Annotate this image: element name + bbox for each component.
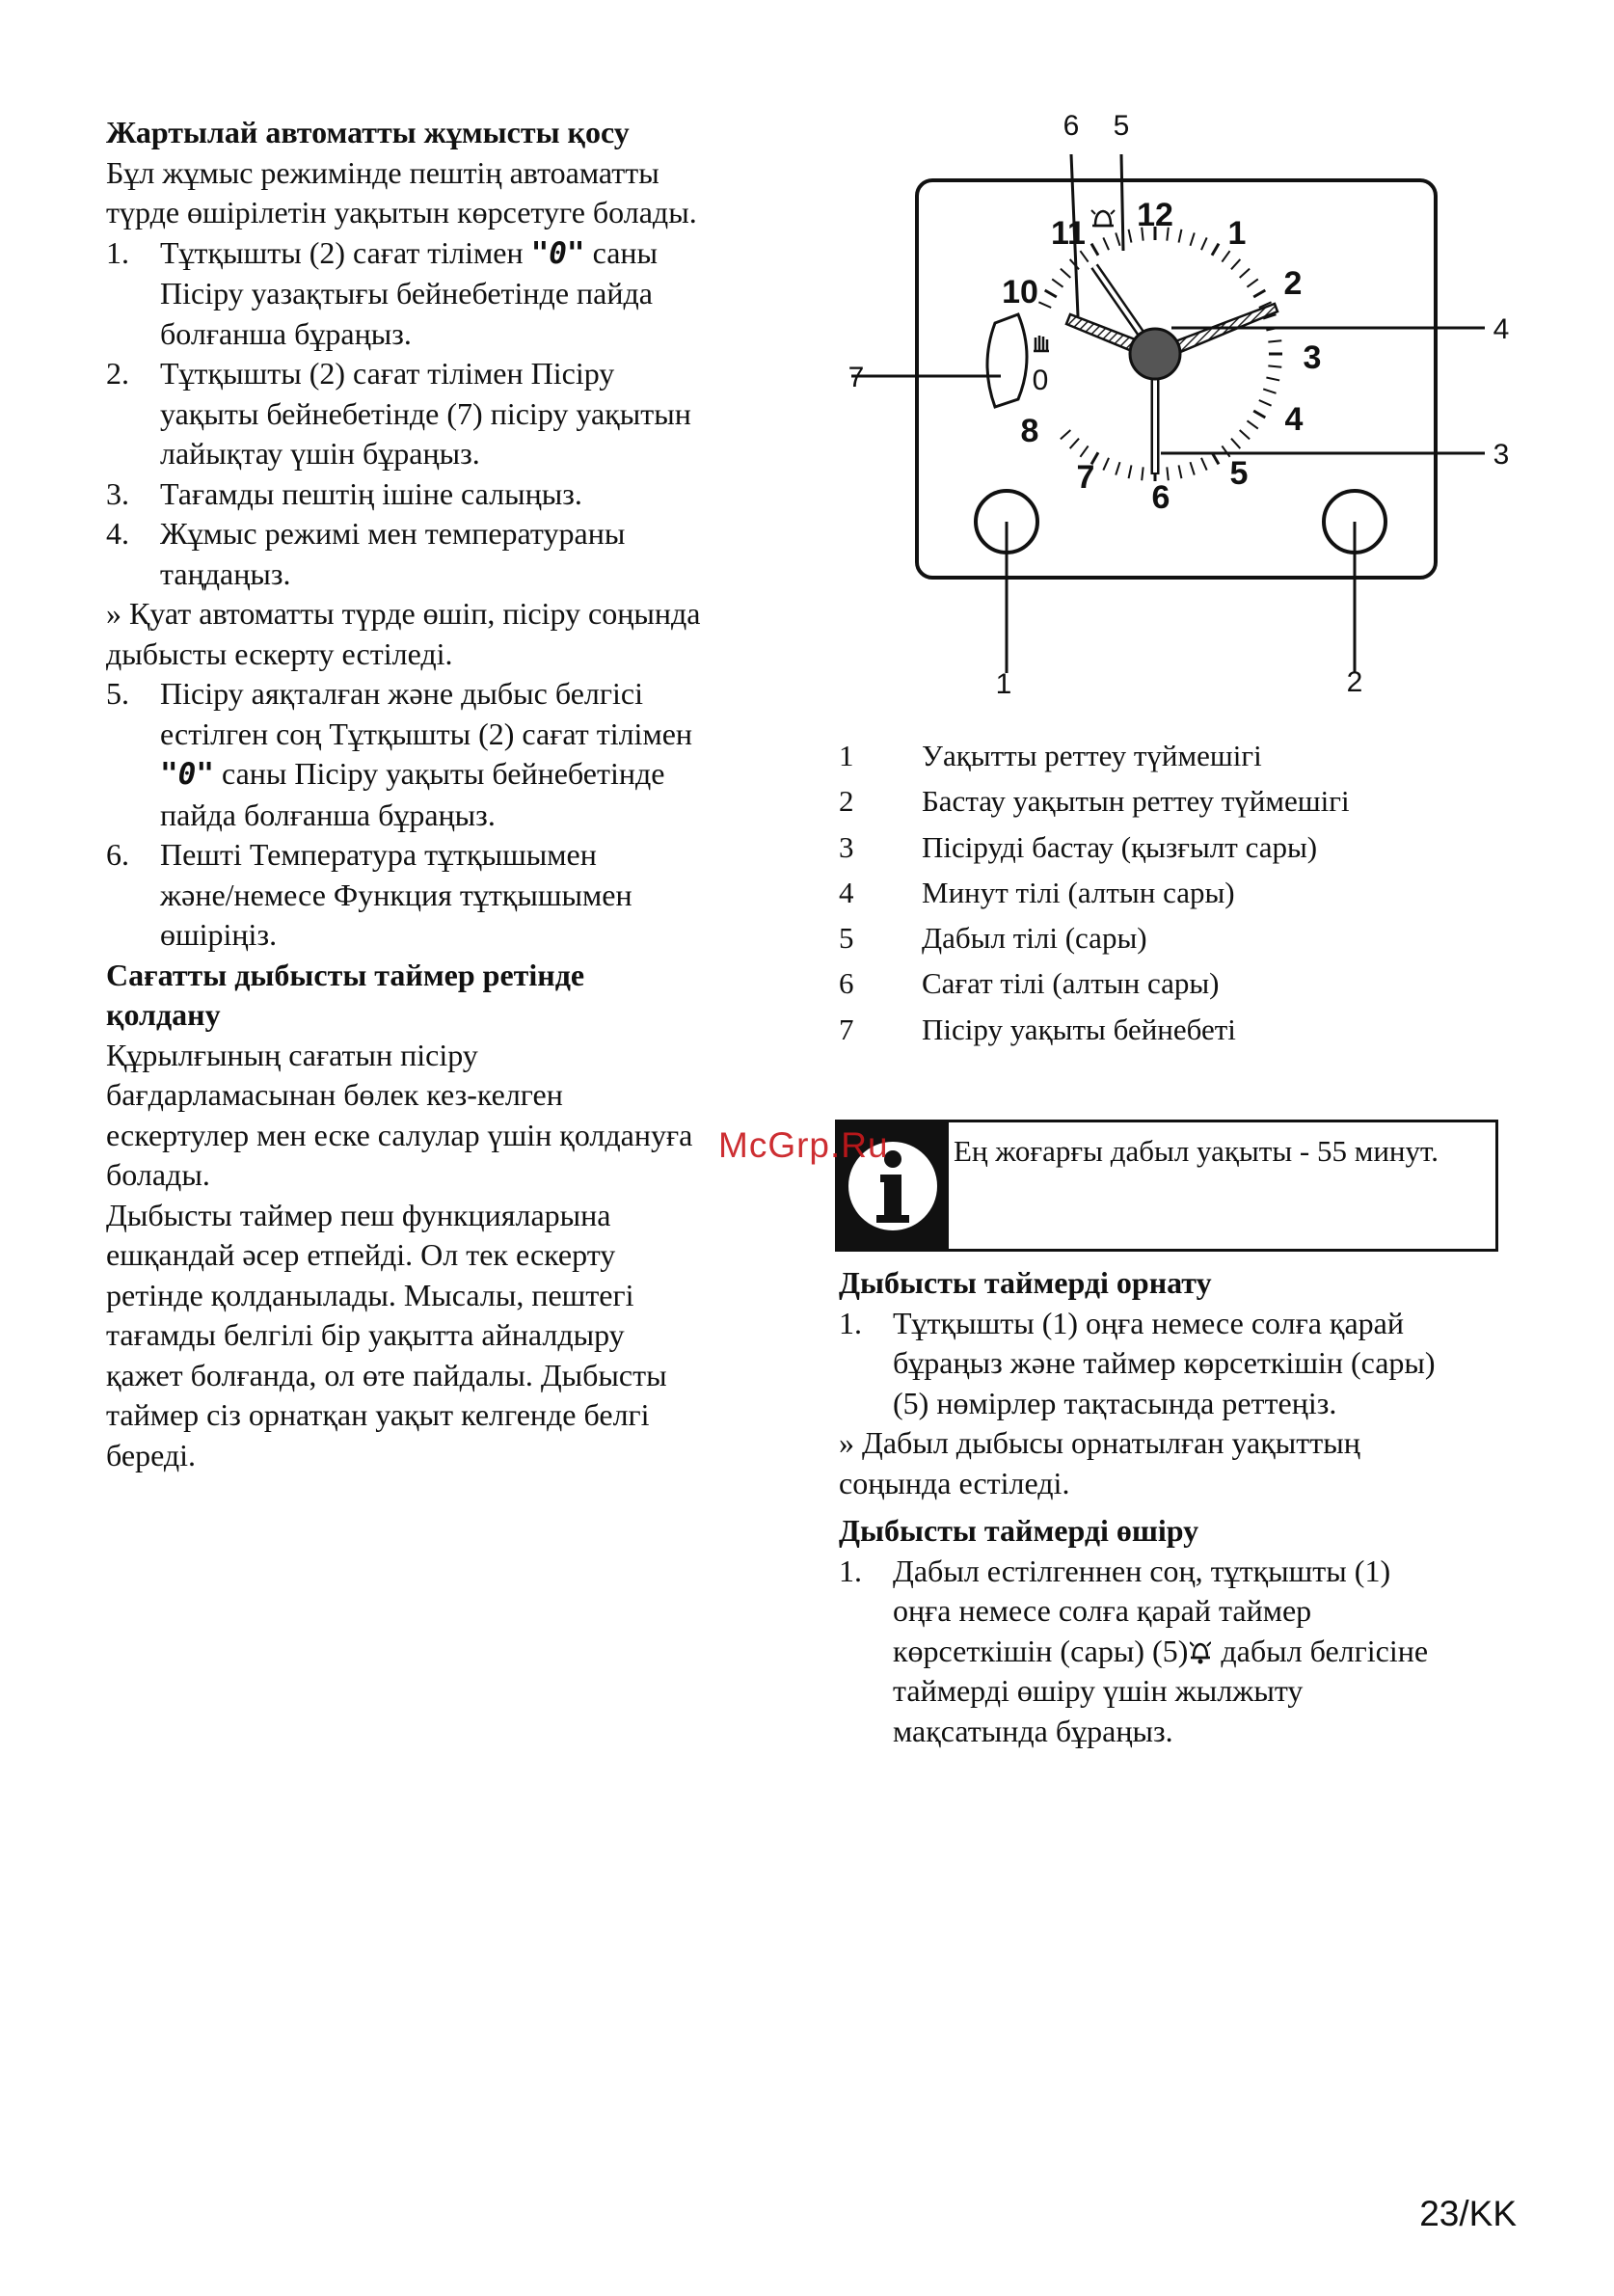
step-text: Тұтқышты (1) оңға немесе солға қарай bbox=[893, 1305, 1404, 1340]
dial-number-4: 4 bbox=[1284, 401, 1304, 438]
legend-row bbox=[839, 1007, 1533, 1052]
dial-tick bbox=[1268, 340, 1281, 341]
dial-tick bbox=[1045, 290, 1057, 297]
legend-text: Уақытты реттеу түймешігі bbox=[922, 739, 1262, 772]
dial-tick bbox=[1201, 458, 1207, 471]
heading-set-timer: Дыбысты таймерді орнату bbox=[839, 1265, 1212, 1300]
step-text: лайықтау үшін бұраңыз. bbox=[160, 436, 480, 471]
dial-number-7: 7 bbox=[1076, 459, 1095, 496]
dial-tick bbox=[1038, 302, 1051, 308]
dial-number-3: 3 bbox=[1303, 339, 1322, 376]
dial-tick bbox=[1263, 389, 1276, 392]
right-column bbox=[839, 1263, 1533, 1751]
legend-number: 3 bbox=[839, 829, 854, 864]
step-text: уақыты бейнебетінде (7) пісіру уақытын bbox=[160, 395, 691, 431]
step-text: өшіріңіз. bbox=[160, 917, 278, 952]
step-item bbox=[106, 233, 800, 355]
note-line: » Қуат автоматты түрде өшіп, пісіру соңында bbox=[106, 596, 701, 631]
dial-number-5: 5 bbox=[1229, 455, 1249, 492]
para-line: болады. bbox=[106, 1157, 210, 1192]
para-line: ешқандай әсер етпейді. Ол тек ескерту bbox=[106, 1237, 616, 1272]
legend-row bbox=[839, 824, 1533, 870]
zero-symbol: "0" bbox=[530, 235, 585, 271]
step-number: 1. bbox=[106, 234, 129, 270]
dial-tick bbox=[1240, 269, 1250, 278]
dial-tick bbox=[1247, 420, 1257, 428]
step-text: дабыл белгісіне bbox=[1213, 1633, 1429, 1668]
note-line: » Дабыл дыбысы орнатылған уақыттың bbox=[839, 1425, 1360, 1460]
legend-text: Минут тілі (алтын сары) bbox=[922, 875, 1235, 909]
dial-tick bbox=[1231, 259, 1240, 269]
dial-tick bbox=[1231, 439, 1240, 448]
dial-number-12: 12 bbox=[1137, 197, 1173, 233]
bell-icon bbox=[1190, 1640, 1211, 1665]
dial-tick bbox=[1240, 430, 1250, 439]
step-text: (5) нөмірлер тақтасында реттеңіз. bbox=[893, 1385, 1337, 1420]
dial-tick bbox=[1179, 465, 1182, 478]
dial-tick bbox=[1052, 279, 1063, 286]
dial-tick bbox=[1190, 462, 1194, 474]
legend-number: 5 bbox=[839, 921, 854, 956]
clock-diagram bbox=[829, 96, 1523, 714]
step-item bbox=[106, 474, 800, 515]
dial-tick bbox=[1091, 244, 1098, 256]
legend-row bbox=[839, 870, 1533, 915]
step-number: 3. bbox=[106, 475, 129, 511]
dial-tick bbox=[1268, 365, 1281, 366]
step-text: саны bbox=[584, 234, 659, 270]
cooking-time-window bbox=[987, 314, 1049, 407]
legend-row bbox=[839, 778, 1533, 824]
legend-text: Дабыл тілі (сары) bbox=[922, 921, 1147, 956]
step-number: 6. bbox=[106, 837, 129, 872]
dial-tick bbox=[1247, 279, 1257, 286]
dial-tick bbox=[1142, 467, 1143, 480]
callout-7: 7 bbox=[847, 362, 865, 393]
dial-number-10: 10 bbox=[1002, 274, 1038, 311]
step-item bbox=[839, 1304, 1533, 1424]
step-text: таңдаңыз. bbox=[160, 555, 291, 591]
dial-tick bbox=[1070, 439, 1079, 448]
step-item bbox=[106, 674, 800, 835]
para-line: бағдарламасынан бөлек кез-келген bbox=[106, 1077, 563, 1112]
dial-tick bbox=[1259, 400, 1272, 406]
callout-3: 3 bbox=[1493, 439, 1510, 471]
step-text: таймерді өшіру үшін жылжыту bbox=[893, 1673, 1304, 1708]
legend-number: 6 bbox=[839, 966, 854, 1001]
zero-symbol: "0" bbox=[160, 757, 214, 792]
step-text: Жұмыс режимі мен температураны bbox=[160, 516, 626, 551]
step-number: 1. bbox=[839, 1553, 862, 1588]
intro-line: түрде өшірілетін уақытын көрсетуге болады. bbox=[106, 195, 697, 230]
step-text: мақсатында бұраңыз. bbox=[893, 1713, 1173, 1748]
diagram-legend bbox=[839, 733, 1533, 1052]
dial-tick bbox=[1129, 465, 1132, 478]
dial-tick bbox=[1212, 244, 1219, 256]
step-item bbox=[106, 354, 800, 474]
dial-number-1: 1 bbox=[1227, 215, 1247, 252]
dial-tick bbox=[1116, 232, 1119, 245]
step-text: бұраңыз және таймер көрсеткішін (сары) bbox=[893, 1345, 1436, 1380]
legend-text: Бастау уақытын реттеу түймешігі bbox=[922, 784, 1350, 819]
step-number: 1. bbox=[839, 1305, 862, 1340]
intro-line: Бұл жұмыс режимінде пештің автоаматты bbox=[106, 154, 659, 190]
dial-tick bbox=[1190, 232, 1194, 245]
callout-2: 2 bbox=[1346, 666, 1363, 698]
callout-4: 4 bbox=[1493, 313, 1510, 345]
clock-hub bbox=[1130, 329, 1180, 379]
legend-row bbox=[839, 915, 1533, 960]
step-text: естілген соң Тұтқышты (2) сағат тілімен bbox=[160, 716, 693, 751]
dial-tick bbox=[1080, 446, 1088, 456]
dial-tick bbox=[1179, 230, 1182, 243]
para-line: ескертулер мен еске салулар үшін қолдануға bbox=[106, 1117, 693, 1152]
heading-turn-off-timer: Дыбысты таймерді өшіру bbox=[839, 1513, 1199, 1548]
legend-text: Пісіруді бастау (қызғылт сары) bbox=[922, 829, 1318, 864]
legend-number: 1 bbox=[839, 739, 854, 772]
callout-6: 6 bbox=[1063, 110, 1080, 142]
legend-row bbox=[839, 960, 1533, 1006]
legend-text: Пісіру уақыты бейнебеті bbox=[922, 1012, 1236, 1046]
callout-5: 5 bbox=[1113, 110, 1130, 142]
step-number: 2. bbox=[106, 356, 129, 391]
info-box bbox=[835, 1120, 1498, 1252]
legend-number: 7 bbox=[839, 1012, 854, 1046]
dial-tick bbox=[1080, 251, 1088, 261]
step-text: Пісіру аяқталған және дыбыс белгісі bbox=[160, 676, 643, 711]
legend-number: 2 bbox=[839, 784, 854, 819]
window-digit: 0 bbox=[1032, 365, 1049, 396]
para-line: ретінде қолданылады. Мысалы, пештегі bbox=[106, 1277, 634, 1312]
left-column bbox=[106, 113, 800, 1475]
dial-number-8: 8 bbox=[1020, 413, 1039, 449]
para-line: Құрылғының сағатын пісіру bbox=[106, 1037, 478, 1072]
dial-tick bbox=[1103, 237, 1109, 250]
step-text: Тұтқышты (2) сағат тілімен bbox=[160, 234, 524, 270]
dial-tick bbox=[1266, 378, 1279, 381]
dial-tick bbox=[1061, 430, 1070, 439]
note-line: соңында естіледі. bbox=[839, 1465, 1070, 1500]
dial-tick bbox=[1103, 458, 1109, 471]
info-text: Ең жоғарғы дабыл уақыты - 55 минут. bbox=[954, 1134, 1439, 1168]
legend-number: 4 bbox=[839, 875, 854, 909]
dial-number-6: 6 bbox=[1151, 479, 1170, 516]
step-text: пайда болғанша бұраңыз. bbox=[160, 797, 496, 832]
step-text: Пісіру уазақтығы бейнебетінде пайда bbox=[160, 276, 653, 311]
step-number: 5. bbox=[106, 676, 129, 711]
heading-timer: Сағатты дыбысты таймер ретінде bbox=[106, 957, 585, 992]
dial-tick bbox=[1222, 446, 1229, 456]
dial-number-11: 11 bbox=[1051, 215, 1086, 252]
step-text: Тағамды пештің ішіне салыңыз. bbox=[160, 475, 582, 511]
para-line: береді. bbox=[106, 1437, 197, 1472]
dial-tick bbox=[1201, 237, 1207, 250]
step-number: 4. bbox=[106, 516, 129, 551]
step-item bbox=[106, 514, 800, 594]
para-line: Дыбысты таймер пеш функцияларына bbox=[106, 1197, 611, 1232]
dial-tick bbox=[1129, 230, 1132, 243]
step-text: оңға немесе солға қарай таймер bbox=[893, 1593, 1312, 1628]
watermark: McGrp.Ru bbox=[718, 1125, 889, 1165]
dial-tick bbox=[1253, 411, 1265, 418]
heading-timer: қолдану bbox=[106, 997, 221, 1032]
dial-tick bbox=[1253, 290, 1265, 297]
callout-1: 1 bbox=[995, 668, 1012, 700]
step-item bbox=[106, 835, 800, 956]
para-line: тағамды белгілі бір уақытта айналдыру bbox=[106, 1317, 625, 1352]
hand-icon bbox=[1034, 336, 1049, 351]
para-line: қажет болғанда, ол өте пайдалы. Дыбысты bbox=[106, 1357, 667, 1392]
step-text: саны Пісіру уақыты бейнебетінде bbox=[214, 756, 665, 791]
step-text: Дабыл естілгеннен соң, тұтқышты (1) bbox=[893, 1553, 1391, 1588]
para-line: таймер сіз орнатқан уақыт келгенде белгі bbox=[106, 1397, 650, 1432]
dial-tick bbox=[1116, 462, 1119, 474]
dial-tick bbox=[1061, 269, 1070, 278]
dial-number-2: 2 bbox=[1283, 265, 1303, 302]
legend-text: Сағат тілі (алтын сары) bbox=[922, 966, 1220, 1001]
heading-semi-automatic: Жартылай автоматты жұмысты қосу bbox=[106, 115, 630, 149]
step-item bbox=[839, 1552, 1533, 1752]
step-text: және/немесе Функция тұтқышымен bbox=[160, 877, 632, 912]
note-line: дыбысты ескерту естіледі. bbox=[106, 635, 453, 671]
step-text: болғанша бұраңыз. bbox=[160, 315, 412, 351]
step-text: Пешті Температура тұтқышымен bbox=[160, 837, 597, 872]
bell-icon bbox=[1091, 210, 1115, 226]
page-number: 23/KK bbox=[1419, 2194, 1517, 2233]
legend-row bbox=[839, 733, 1533, 778]
dial-tick bbox=[1222, 251, 1229, 261]
step-text: көрсеткішін (сары) (5) bbox=[893, 1633, 1189, 1668]
clock-hands bbox=[1066, 266, 1278, 474]
step-text: Тұтқышты (2) сағат тілімен Пісіру bbox=[160, 356, 615, 391]
